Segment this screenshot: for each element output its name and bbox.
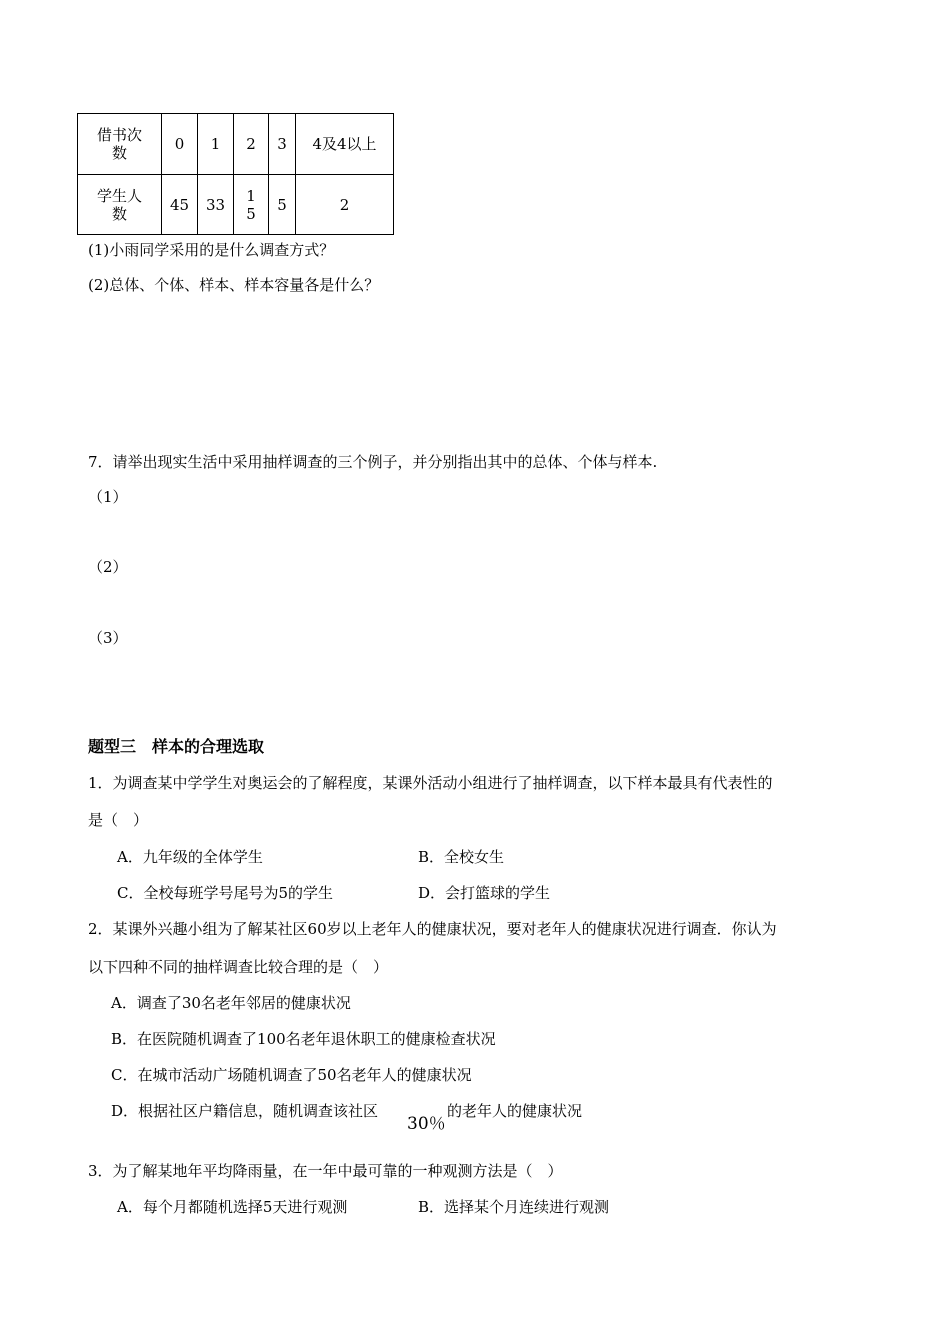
p2-option-d-suffix: 的老年人的健康状况	[447, 1102, 583, 1120]
q6-sub1: (1)小雨同学采用的是什么调查方式？	[88, 241, 335, 259]
section-title: 题型三 样本的合理选取	[88, 737, 265, 756]
q7-blank1: （1）	[88, 488, 128, 506]
table-cell: 3	[269, 114, 296, 175]
table-cell: 4及4以上	[296, 114, 394, 175]
table-cell: 1	[198, 114, 234, 175]
p1-line2: 是（ ）	[88, 811, 149, 829]
p1-line1: 1．为调查某中学学生对奥运会的了解程度，某课外活动小组进行了抽样调查，以下样本最具有代表性的	[88, 774, 773, 792]
q7-blank2: （2）	[88, 558, 128, 576]
p3-option-a: A．每个月都随机选择5天进行观测	[117, 1198, 348, 1216]
table-cell: 5	[269, 175, 296, 235]
q7-text: 7．请举出现实生活中采用抽样调查的三个例子，并分别指出其中的总体、个体与样本.	[88, 453, 658, 471]
table-cell: 45	[162, 175, 198, 235]
table-header-cell: 借书次数	[78, 114, 162, 175]
p1-option-c: C．全校每班学号尾号为5的学生	[117, 884, 334, 902]
table-cell: 33	[198, 175, 234, 235]
table-row	[78, 175, 394, 235]
p1-option-d: D．会打篮球的学生	[418, 884, 551, 902]
p2-line1: 2．某课外兴趣小组为了解某社区60岁以上老年人的健康状况，要对老年人的健康状况进行调查．你认为	[88, 920, 777, 938]
p3-option-b: B．选择某个月连续进行观测	[418, 1198, 610, 1216]
p2-option-b: B．在医院随机调查了100名老年退休职工的健康检查状况	[111, 1030, 496, 1048]
table-cell: 0	[162, 114, 198, 175]
p3-line1: 3．为了解某地年平均降雨量，在一年中最可靠的一种观测方法是（ ）	[88, 1162, 563, 1180]
q7-blank3: （3）	[88, 629, 128, 647]
table-cell: 2	[234, 114, 269, 175]
q6-sub2: (2)总体、个体、样本、样本容量各是什么？	[88, 276, 380, 294]
table-cell: 15	[234, 175, 269, 235]
p2-line2: 以下四种不同的抽样调查比较合理的是（ ）	[88, 958, 389, 976]
p2-option-a: A．调查了30名老年邻居的健康状况	[111, 994, 351, 1012]
table-cell: 2	[296, 175, 394, 235]
p1-option-a: A．九年级的全体学生	[117, 848, 263, 866]
table-header-cell: 学生人数	[78, 175, 162, 235]
p2-option-c: C．在城市活动广场随机调查了50名老年人的健康状况	[111, 1066, 472, 1084]
borrow-count-table	[77, 113, 394, 235]
p2-option-d-prefix: D．根据社区户籍信息，随机调查该社区	[111, 1102, 379, 1120]
p2-option-d-percent: 30％	[407, 1114, 446, 1134]
table-row	[78, 114, 394, 175]
p1-option-b: B．全校女生	[418, 848, 505, 866]
